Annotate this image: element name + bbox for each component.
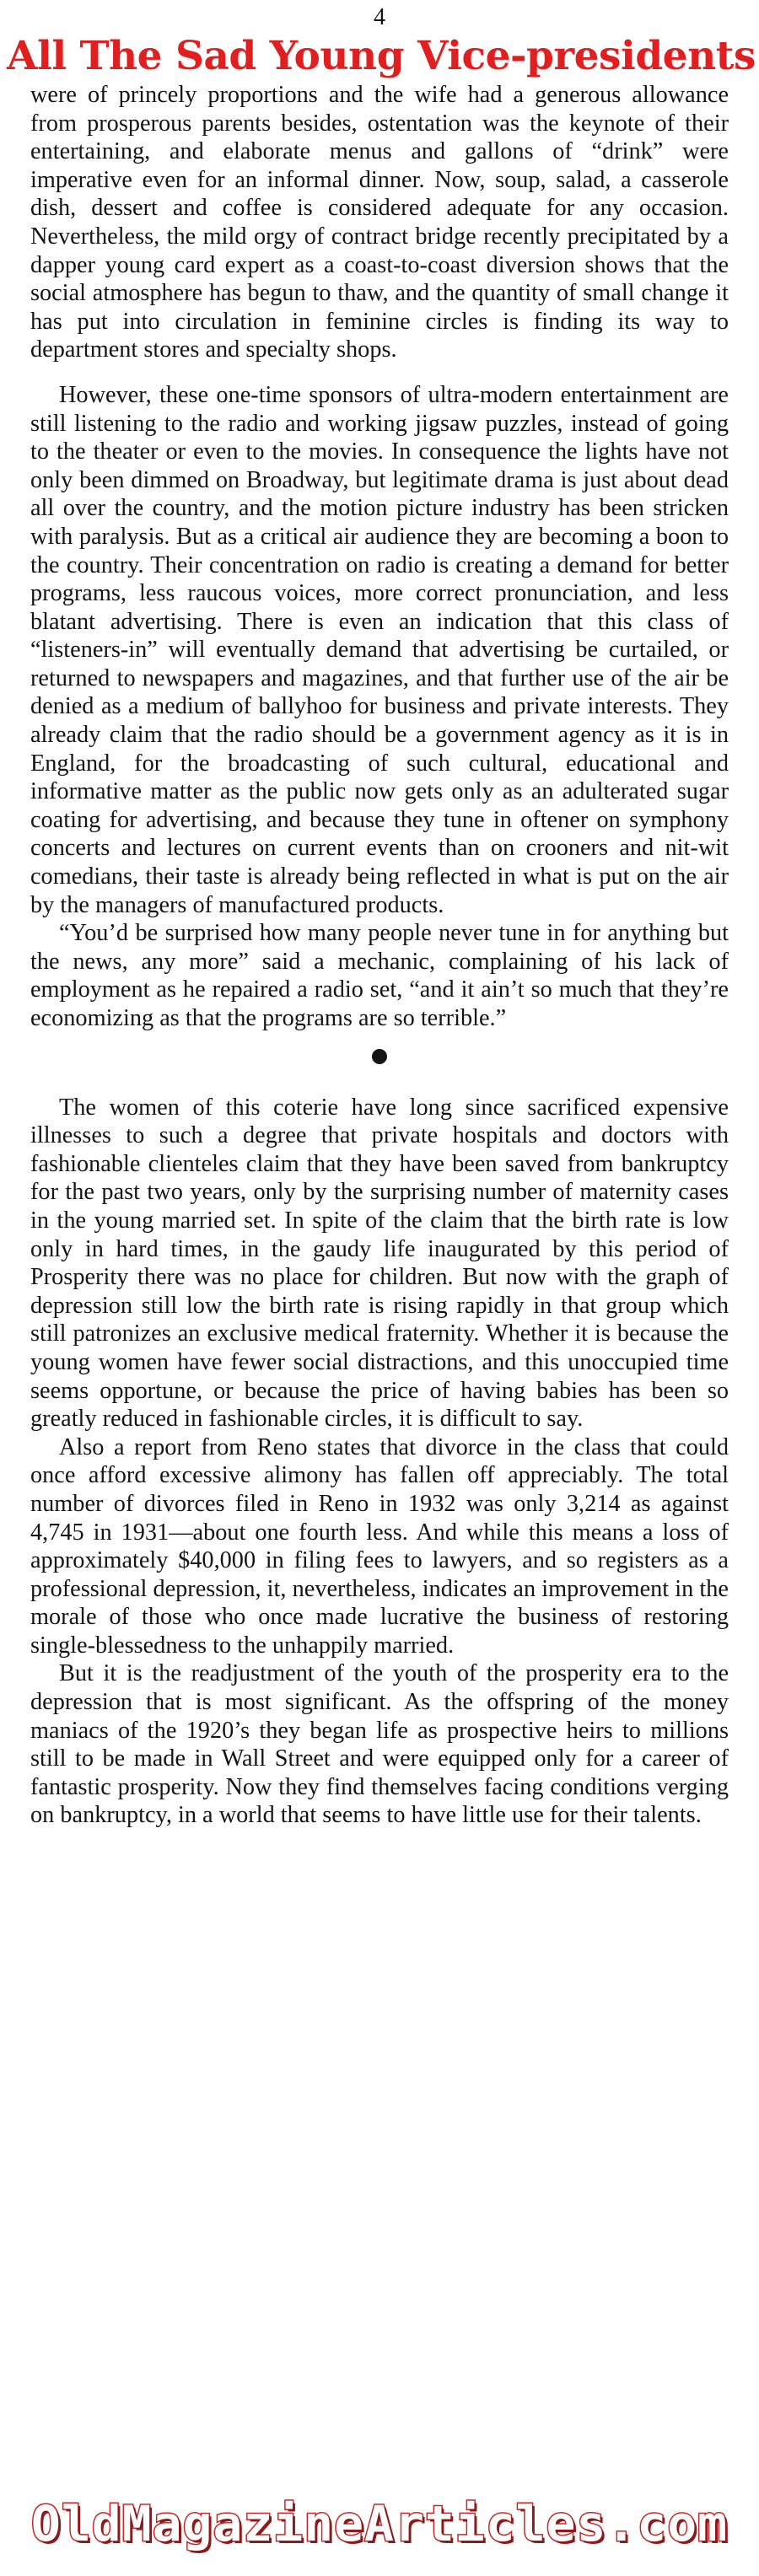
site-watermark: OldMagazineArticles.com	[30, 2495, 729, 2552]
paragraph: were of princely proportions and the wife had a generous allowance from prosperous parents besides, ostentation was the keynote of their entertaining, and elaborate menus and gallons of “drink” were imperative even for an informal dinner. Now, soup, salad, a casserole dish, dessert and coffee is considered adequate for any occasion. Nevertheless, the mild orgy of contract bridge recently precipitated by a dapper young card expert as a coast-to-coast diversion shows that the social atmosphere has begun to thaw, and the quantity of small change it has put into circulation in feminine circles is finding its way to department stores and specialty shops.	[30, 82, 729, 363]
paragraph: But it is the readjustment of the youth of the prosperity era to the depression that is most significant. As the offspring of the money maniacs of the 1920’s they began life as prospective heirs to millions still to be made in Wall Street and were equipped only for a career of fantastic prosperity. Now they find themselves facing conditions verging on bankruptcy, in a world that seems to have little use for their talents.	[30, 1660, 729, 1829]
section-divider	[30, 1033, 729, 1080]
bullet-dot-icon	[372, 1049, 387, 1064]
paragraph: “You’d be surprised how many people never tune in for anything but the news, any more” said a mechanic, complaining of his lack of employment as he repaired a radio set, “and it ain’t so much that they’re economizing as that the programs are so terrible.”	[30, 920, 729, 1031]
paragraph: The women of this coterie have long since sacrificed expensive illnesses to such a degree that private hospitals and doctors with fashionable clienteles claim that they have been saved from bankruptcy for the past two years, only by the surprising number of maternity cases in the young married set. In spite of the claim that the birth rate is low only in hard times, in the gaudy life inaugurated by this period of Prosperity there was no place for children. But now with the graph of depression still low the birth rate is rising rapidly in that group which still patronizes an exclusive medical fraternity. Whether it is because the young women have fewer social distractions, and this unoccupied time seems opportune, or because the price of having babies has been so greatly reduced in fashionable circles, it is difficult to say.	[30, 1094, 729, 1433]
paragraph-spacer	[30, 364, 729, 381]
paragraph: However, these one-time sponsors of ultra-modern entertainment are still listening to the radio and working jigsaw puzzles, instead of going to the theater or even to the movies. In consequence the lights have not only been dimmed on Broadway, but legitimate drama is just about dead all over the country, and the motion picture industry has been stricken with paralysis. But as a critical air audience they are becoming a boon to the country. Their concentration on radio is creating a demand for better programs, less raucous voices, more correct pronunciation, and less blatant advertising. There is even an indication that this class of “listeners-in” will eventually demand that advertising be curtailed, or returned to newspapers and magazines, and that further use of the air be denied as a medium of ballyhoo for business and private interests. They already claim that the radio should be a government agency as it is in England, for the broadcasting of such cultural, educational and informative matter as the public now gets only as an adulterated sugar coating for advertising, and because they tune in oftener on symphony concerts and lectures on current events than on crooners and nit-wit comedians, their taste is already being reflected in what is put on the air by the managers of manufactured products.	[30, 381, 729, 918]
article-body	[30, 81, 729, 1830]
page-number: 4	[374, 4, 385, 30]
section-spacer	[30, 1080, 729, 1094]
paragraph: Also a report from Reno states that divorce in the class that could once afford excessive alimony has fallen off appreciably. The total number of divorces filed in Reno in 1932 was only 3,214 as against 4,745 in 1931—about one fourth less. And while this means a loss of approximately $40,000 in filing fees to lawyers, and so registers as a professional depression, it, nevertheless, indicates an improvement in the morale of those who once made lucrative the business of restoring single-blessedness to the unhappily married.	[30, 1433, 729, 1659]
article-headline: All The Sad Young Vice-presidents	[7, 33, 756, 79]
